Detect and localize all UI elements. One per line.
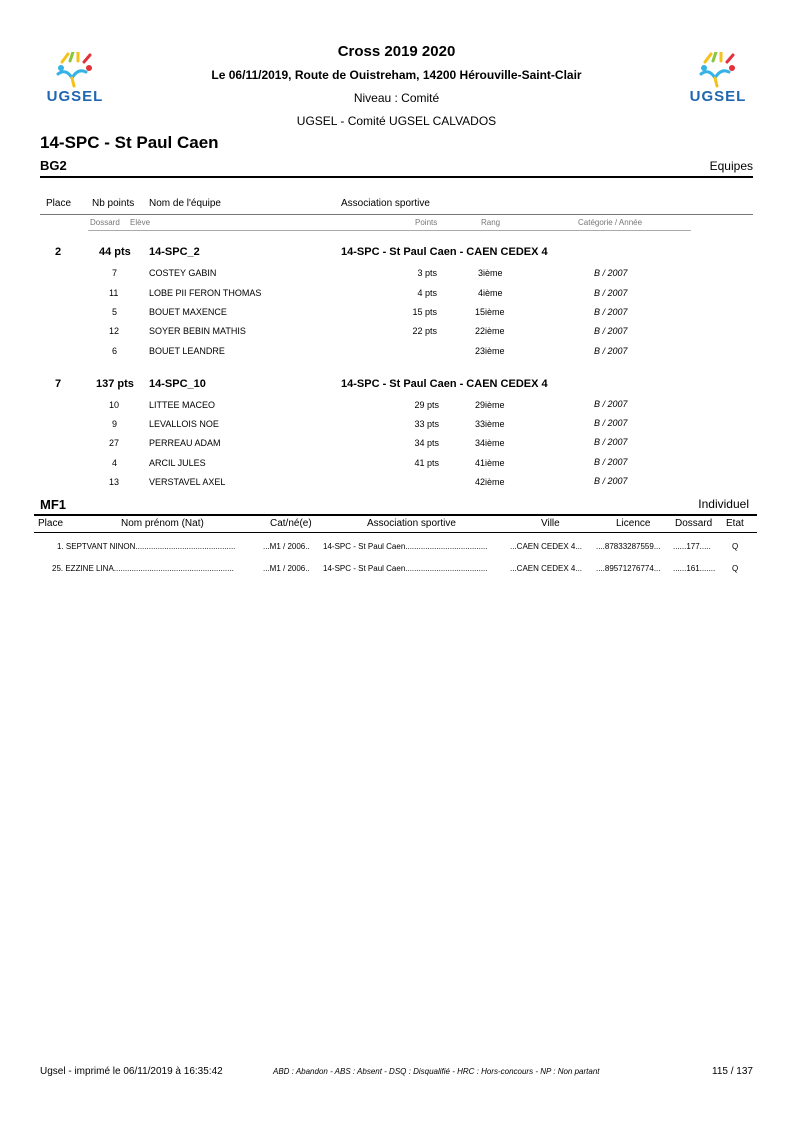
member-bib: 9	[112, 419, 118, 429]
ind-col-city: Ville	[541, 518, 560, 529]
ind-status: Q	[732, 542, 739, 551]
team-points: 137 pts	[96, 378, 134, 390]
individual-header-rule	[34, 532, 757, 533]
ind-city: ...CAEN CEDEX 4...	[510, 564, 583, 573]
member-category: B / 2007	[594, 476, 628, 486]
member-rank: 4ième	[478, 288, 503, 298]
ugsel-logo-text: UGSEL	[689, 88, 747, 105]
member-points: 22 pts	[412, 326, 437, 336]
col-points: Nb points	[92, 198, 135, 209]
member-points: 33 pts	[414, 419, 439, 429]
team-association: 14-SPC - St Paul Caen - CAEN CEDEX 4	[341, 378, 548, 390]
member-category: B / 2007	[594, 307, 628, 317]
member-points: 3 pts	[417, 268, 437, 278]
member-bib: 13	[109, 477, 120, 487]
ind-col-association: Association sportive	[367, 518, 456, 529]
team-association: 14-SPC - St Paul Caen - CAEN CEDEX 4	[341, 246, 548, 258]
teams-header-rule	[40, 214, 753, 215]
member-name: VERSTAVEL AXEL	[149, 477, 226, 487]
member-name: LOBE PII FERON THOMAS	[149, 288, 262, 298]
member-category: B / 2007	[594, 418, 628, 428]
member-bib: 5	[112, 307, 118, 317]
teams-category-label: BG2	[40, 158, 67, 173]
member-rank: 42ième	[475, 477, 505, 487]
ind-col-status: Etat	[726, 518, 744, 529]
team-name: 14-SPC_2	[149, 246, 200, 258]
ind-bib: ......177.....	[673, 542, 711, 551]
member-category: B / 2007	[594, 399, 628, 409]
ind-licence: ....87833287559...	[596, 542, 661, 551]
member-name: PERREAU ADAM	[149, 438, 221, 448]
member-bib: 7	[112, 268, 118, 278]
ind-col-place: Place	[38, 518, 64, 529]
individual-category-label: MF1	[40, 497, 66, 512]
col-association: Association sportive	[341, 198, 430, 209]
member-points: 4 pts	[417, 288, 437, 298]
col-team-name: Nom de l'équipe	[149, 198, 221, 209]
member-points: 15 pts	[412, 307, 437, 317]
teams-subheader-rule	[88, 230, 691, 231]
school-title: 14-SPC - St Paul Caen	[40, 133, 219, 152]
event-comite: UGSEL - Comité UGSEL CALVADOS	[296, 114, 497, 128]
individual-section-kind: Individuel	[698, 497, 749, 511]
subcol-rank: Rang	[481, 218, 501, 227]
member-name: SOYER BEBIN MATHIS	[149, 326, 246, 336]
member-category: B / 2007	[594, 326, 628, 336]
member-category: B / 2007	[594, 268, 628, 278]
ind-col-name: Nom prénom (Nat)	[121, 518, 204, 529]
ind-col-licence: Licence	[616, 518, 651, 529]
member-rank: 23ième	[475, 346, 505, 356]
team-name: 14-SPC_10	[149, 378, 206, 390]
member-category: B / 2007	[594, 288, 628, 298]
event-level: Niveau : Comité	[353, 91, 440, 105]
member-name: ARCIL JULES	[149, 458, 206, 468]
member-bib: 6	[112, 346, 118, 356]
ind-city: ...CAEN CEDEX 4...	[510, 542, 583, 551]
subcol-category: Catégorie / Année	[578, 218, 643, 227]
member-rank: 3ième	[478, 268, 503, 278]
subcol-bib: Dossard	[90, 218, 120, 227]
member-rank: 34ième	[475, 438, 505, 448]
member-points: 29 pts	[414, 400, 439, 410]
teams-section-kind: Equipes	[709, 159, 753, 173]
member-rank: 15ième	[475, 307, 505, 317]
ind-bib: ......161.......	[673, 564, 716, 573]
ind-place-name: 25. EZZINE LINA......................................................	[52, 564, 234, 573]
member-points: 34 pts	[414, 438, 439, 448]
member-name: BOUET LEANDRE	[149, 346, 225, 356]
member-rank: 29ième	[475, 400, 505, 410]
ind-place-name: 1. SEPTVANT NINON.............................................	[57, 542, 236, 551]
member-name: LITTEE MACEO	[149, 400, 216, 410]
team-points: 44 pts	[99, 246, 131, 258]
footer-page-number: 115 / 137	[712, 1066, 753, 1077]
ind-col-cat: Cat/né(e)	[270, 518, 312, 529]
member-bib: 27	[109, 438, 120, 448]
member-name: BOUET MAXENCE	[149, 307, 227, 317]
member-bib: 11	[109, 288, 119, 298]
subcol-points: Points	[415, 218, 438, 227]
subcol-student: Elève	[130, 218, 151, 227]
ind-cat: ...M1 / 2006..	[263, 564, 310, 573]
member-points: 41 pts	[414, 458, 439, 468]
member-bib: 4	[112, 458, 118, 468]
member-rank: 41ième	[475, 458, 505, 468]
ind-licence: ....89571276774...	[596, 564, 661, 573]
member-category: B / 2007	[594, 437, 628, 447]
col-place: Place	[46, 198, 72, 209]
member-bib: 12	[109, 326, 120, 336]
team-place: 2	[55, 246, 62, 258]
ind-association: 14-SPC - St Paul Caen.....................................	[323, 542, 488, 551]
teams-section-rule	[40, 176, 753, 178]
ind-cat: ...M1 / 2006..	[263, 542, 310, 551]
footer-legend: ABD : Abandon - ABS : Absent - DSQ : Disqualifié - HRC : Hors-concours - NP : Non partant	[273, 1067, 600, 1076]
member-rank: 33ième	[475, 419, 505, 429]
event-title: Cross 2019 2020	[337, 43, 456, 60]
member-category: B / 2007	[594, 346, 628, 356]
footer-printed: Ugsel - imprimé le 06/11/2019 à 16:35:42	[40, 1066, 223, 1077]
ugsel-logo-text: UGSEL	[46, 88, 104, 105]
team-place: 7	[55, 378, 62, 390]
member-rank: 22ième	[475, 326, 505, 336]
ind-status: Q	[732, 564, 739, 573]
member-name: LEVALLOIS NOE	[149, 419, 219, 429]
member-name: COSTEY GABIN	[149, 268, 217, 278]
member-bib: 10	[109, 400, 120, 410]
ind-col-bib: Dossard	[675, 518, 713, 529]
ind-association: 14-SPC - St Paul Caen.....................................	[323, 564, 488, 573]
member-category: B / 2007	[594, 457, 628, 467]
individual-section-rule	[34, 514, 757, 516]
event-date-location: Le 06/11/2019, Route de Ouistreham, 14200 Hérouville-Saint-Clair	[211, 68, 582, 82]
